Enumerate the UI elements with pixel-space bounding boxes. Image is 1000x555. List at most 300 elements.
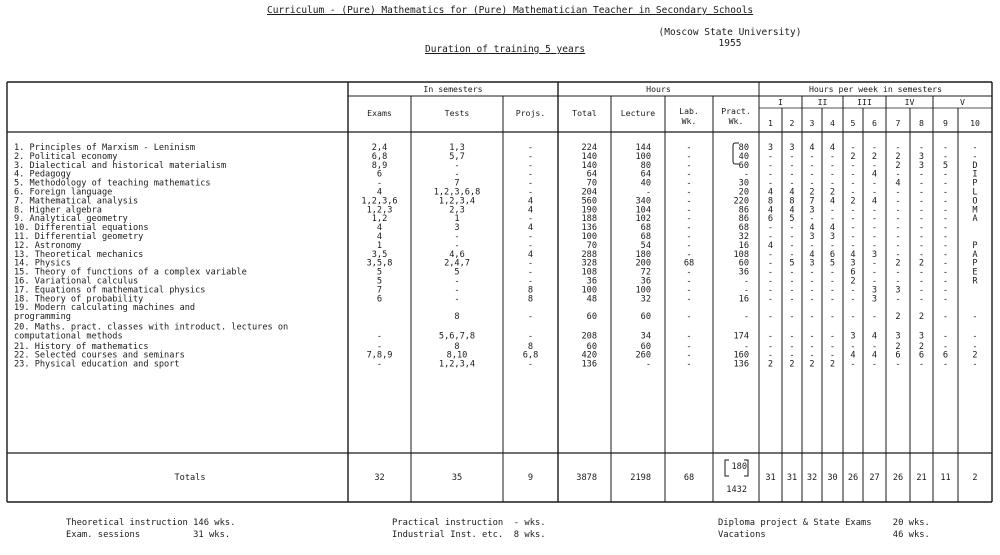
row-lecture: 36	[640, 276, 651, 287]
row-week-s7: 2	[895, 151, 901, 162]
row-week-s1: -	[767, 249, 774, 260]
row-week-s5: 6	[850, 267, 856, 278]
row-week-s10: -	[972, 341, 978, 352]
row-week-s4: 3	[829, 232, 836, 242]
totals-pract-bottom: 1432	[726, 485, 747, 495]
row-projs: -	[527, 276, 534, 287]
row-week-s1: -	[767, 258, 774, 269]
row-tests: 1	[454, 214, 460, 225]
row-week-s1: -	[767, 331, 774, 342]
row-projs: -	[527, 151, 534, 162]
row-projs: 8	[527, 341, 534, 352]
row-tests: 2,4,7	[444, 258, 470, 269]
row-week-s6: -	[871, 160, 878, 171]
row-week-s3: 2	[809, 187, 815, 198]
row-projs: -	[527, 312, 534, 323]
row-week-s8: -	[918, 205, 925, 216]
row-tests: -	[454, 285, 460, 296]
row-week-s8: 2	[918, 258, 925, 269]
row-week-s7: -	[895, 223, 901, 234]
totals-week-s6: 27	[869, 473, 880, 483]
row-week-s5: -	[850, 160, 856, 171]
row-total: 560	[581, 196, 597, 207]
row-exams: 4	[376, 187, 383, 198]
row-week-s3: -	[809, 285, 815, 296]
row-exams: -	[376, 331, 383, 342]
row-week-s2: -	[789, 350, 795, 361]
row-week-s4: -	[829, 240, 836, 251]
row-exams: -	[376, 178, 383, 189]
row-week-s4: -	[829, 160, 836, 171]
row-week-s2: -	[789, 223, 795, 234]
row-week-s7: -	[895, 359, 901, 370]
row-week-s2: 3	[789, 143, 795, 153]
row-week-s6: -	[871, 232, 878, 242]
header-semester-4: 4	[830, 118, 835, 128]
row-week-s8: -	[918, 196, 925, 207]
row-total: 100	[581, 285, 597, 296]
row-pract: 160	[733, 350, 749, 361]
row-week-s9: -	[942, 151, 949, 162]
header-hours-per-week: Hours per week in semesters	[808, 84, 943, 94]
row-week-s2: -	[789, 267, 795, 278]
row-label: 17. Equations of mathematical physics	[14, 285, 206, 296]
header-hours: Hours	[646, 84, 671, 94]
header-lab: Lab.	[679, 106, 699, 116]
row-projs: 4	[527, 196, 534, 207]
row-tests: 5,7	[449, 151, 465, 162]
row-tests: -	[454, 169, 460, 180]
row-week-s5: 4	[850, 249, 856, 260]
row-week-s1: -	[767, 350, 774, 361]
row-exams: 5	[376, 276, 383, 287]
row-week-s2: -	[789, 341, 795, 352]
row-week-s2: -	[789, 285, 795, 296]
row-week-s2: 4	[789, 205, 795, 216]
row-lecture: 68	[640, 232, 651, 242]
row-week-s4: 2	[829, 187, 836, 198]
row-exams: 6	[376, 294, 383, 305]
row-week-s3: -	[809, 312, 815, 323]
row-lecture: 100	[635, 151, 651, 162]
row-week-s9: -	[942, 285, 949, 296]
row-week-s3: 4	[809, 223, 815, 234]
row-label: 4. Pedagogy	[14, 169, 71, 180]
row-week-s7: 3	[895, 331, 901, 342]
row-total: 140	[581, 151, 597, 162]
row-lecture: 104	[635, 205, 651, 216]
row-week-s4: -	[829, 169, 836, 180]
row-week-s8: -	[918, 294, 925, 305]
row-total: 70	[586, 178, 597, 189]
row-total: 60	[586, 341, 597, 352]
row-lecture: 32	[640, 294, 651, 305]
row-exams: 3,5	[371, 249, 388, 260]
row-week-s10: -	[972, 143, 978, 153]
row-exams: -	[376, 359, 383, 370]
row-week-s3: -	[809, 276, 815, 287]
row-week-s8: -	[918, 214, 925, 225]
row-week-s8: -	[918, 276, 925, 287]
row-exams: 7	[376, 285, 383, 296]
row-week-s2: -	[789, 232, 795, 242]
header-semester-9: 9	[943, 118, 948, 128]
row-week-s5: 3	[850, 258, 856, 269]
row-label: 18. Theory of probability	[14, 294, 144, 305]
row-week-s1: -	[767, 312, 774, 323]
row-week-s8: -	[918, 267, 925, 278]
row-total: 60	[586, 312, 597, 323]
row-week-s6: -	[871, 258, 878, 269]
totals-week-s9: 11	[940, 473, 951, 483]
row-week-s1: -	[767, 341, 774, 352]
row-exams: 1,2,3,6	[361, 196, 398, 207]
source-name: (Moscow State University)	[658, 27, 802, 38]
row-week-s10: P	[972, 178, 978, 189]
row-label: 22. Selected courses and seminars	[14, 350, 185, 361]
row-week-s6: 3	[871, 249, 878, 260]
row-label: 5. Methodology of teaching mathematics	[14, 178, 211, 189]
row-week-s2: 4	[789, 187, 795, 198]
row-exams: 4	[376, 223, 383, 234]
row-week-s1: -	[767, 178, 774, 189]
row-tests: 1,2,3,6,8	[433, 187, 481, 198]
row-week-s6: -	[871, 187, 878, 198]
row-week-s9: -	[942, 196, 949, 207]
row-projs: 4	[527, 223, 534, 234]
row-week-s4: -	[829, 294, 836, 305]
row-week-s3: 2	[809, 359, 815, 370]
row-label: 6. Foreign language	[14, 187, 113, 198]
row-week-s7: 2	[895, 160, 901, 171]
row-week-s3: -	[809, 178, 815, 189]
row-week-s9: -	[942, 143, 949, 153]
totals-pract-top: 180	[731, 462, 747, 472]
row-lecture: -	[645, 187, 651, 198]
header-semester-6: 6	[872, 118, 877, 128]
row-week-s1: 4	[767, 187, 774, 198]
row-week-s2: -	[789, 331, 795, 342]
row-lab: -	[686, 205, 692, 216]
row-week-s9: 6	[942, 350, 949, 361]
row-total: 36	[586, 276, 597, 287]
row-week-s9: -	[942, 249, 949, 260]
row-week-s2: -	[789, 294, 795, 305]
row-week-s3: -	[809, 214, 815, 225]
row-total: 204	[581, 187, 597, 198]
row-lab: -	[686, 285, 692, 296]
row-exams: 6,8	[371, 151, 388, 162]
row-week-s2: -	[789, 240, 795, 251]
row-label: 1. Principles of Marxism - Leninism	[14, 143, 196, 153]
row-label: computational methods	[14, 331, 123, 342]
row-week-s4: 4	[829, 143, 836, 153]
row-week-s10: O	[972, 196, 978, 207]
row-total: 140	[581, 160, 597, 171]
row-week-s9: -	[942, 187, 949, 198]
row-week-s10: -	[972, 331, 978, 342]
row-tests: -	[454, 276, 460, 287]
row-week-s4: -	[829, 151, 836, 162]
row-week-s10: M	[972, 205, 978, 216]
row-tests: -	[454, 240, 460, 251]
row-week-s3: -	[809, 240, 815, 251]
row-week-s2: -	[789, 249, 795, 260]
row-week-s4: -	[829, 350, 836, 361]
totals-week-s4: 30	[827, 473, 838, 483]
row-week-s4: 6	[829, 249, 836, 260]
row-week-s10: A	[972, 214, 978, 225]
row-lab: -	[686, 178, 692, 189]
row-week-s8: -	[918, 223, 925, 234]
row-label: 21. History of mathematics	[14, 341, 149, 352]
row-week-s7: -	[895, 232, 901, 242]
row-total: 108	[581, 267, 597, 278]
header-in-semesters: In semesters	[423, 84, 483, 94]
row-week-s6: -	[871, 312, 878, 323]
row-week-s7: 2	[895, 341, 901, 352]
row-week-s9: -	[942, 312, 949, 323]
row-week-s1: 6	[767, 214, 774, 225]
row-label: 8. Higher algebra	[14, 205, 102, 216]
row-lecture: 40	[640, 178, 651, 189]
row-week-s2: -	[789, 151, 795, 162]
row-pract: 16	[738, 240, 749, 251]
row-week-s3: 4	[809, 143, 815, 153]
header-semester-10: 10	[970, 118, 980, 128]
row-total: 188	[581, 214, 597, 225]
row-week-s1: -	[767, 232, 774, 242]
row-label: 20. Maths. pract. classes with introduct. lectures on	[14, 322, 289, 333]
row-week-s7: -	[895, 240, 901, 251]
row-total: 136	[581, 223, 597, 234]
row-lecture: -	[645, 359, 651, 370]
row-exams: 2,4	[371, 143, 388, 153]
row-week-s9: -	[942, 178, 949, 189]
header-year-4: IV	[904, 97, 915, 107]
row-week-s5: 2	[850, 151, 856, 162]
row-tests: 7	[454, 178, 460, 189]
row-week-s1: -	[767, 276, 774, 287]
row-week-s9: -	[942, 169, 949, 180]
row-week-s4: -	[829, 205, 836, 216]
row-label: 19. Modern calculating machines and	[14, 303, 196, 314]
totals-total: 3878	[576, 473, 597, 483]
row-pract: 174	[733, 331, 749, 342]
row-week-s4: -	[829, 214, 836, 225]
row-lab: -	[686, 249, 692, 260]
row-week-s7: -	[895, 205, 901, 216]
row-week-s1: 4	[767, 205, 774, 216]
row-lecture: 260	[635, 350, 651, 361]
row-tests: 1,2,3,4	[438, 359, 476, 370]
row-label: 10. Differential equations	[14, 223, 149, 234]
totals-week-s8: 21	[916, 473, 927, 483]
row-total: 136	[581, 359, 597, 370]
row-week-s6: -	[871, 267, 878, 278]
row-week-s5: -	[850, 285, 856, 296]
row-week-s5: -	[850, 240, 856, 251]
row-tests: 3	[454, 223, 460, 234]
row-tests: 5	[454, 267, 460, 278]
row-week-s3: -	[809, 350, 815, 361]
row-pract: -	[743, 276, 749, 287]
row-lecture: 60	[640, 341, 651, 352]
row-lab: -	[686, 143, 692, 153]
training-duration: Duration of training 5 years	[425, 44, 586, 55]
row-label: 7. Mathematical analysis	[14, 196, 139, 207]
row-week-s8: 2	[918, 312, 925, 323]
header-exams: Exams	[367, 108, 392, 118]
row-week-s8: -	[918, 178, 925, 189]
row-week-s9: 5	[942, 160, 949, 171]
row-week-s6: -	[871, 276, 878, 287]
row-tests: -	[454, 160, 460, 171]
row-lab: -	[686, 232, 692, 242]
row-projs: -	[527, 232, 534, 242]
row-week-s8: -	[918, 240, 925, 251]
row-week-s8: -	[918, 359, 925, 370]
footer-industrial: Industrial Inst. etc. 8 wks.	[392, 530, 546, 540]
row-total: 208	[581, 331, 597, 342]
row-week-s10: L	[972, 187, 978, 198]
row-lecture: 68	[640, 223, 651, 234]
row-week-s8: 3	[918, 160, 925, 171]
row-week-s4: -	[829, 312, 836, 323]
row-week-s1: 8	[767, 196, 774, 207]
totals-projs: 9	[527, 473, 534, 483]
header-total: Total	[572, 108, 597, 118]
row-pract: 86	[738, 214, 749, 225]
header-year-5: V	[960, 97, 965, 107]
row-week-s4: -	[829, 285, 836, 296]
row-lecture: 72	[640, 267, 651, 278]
row-pract: 60	[738, 160, 749, 171]
row-week-s5: -	[850, 359, 856, 370]
row-week-s5: -	[850, 232, 856, 242]
row-week-s5: -	[850, 223, 856, 234]
row-label: 16. Variational calculus	[14, 276, 139, 287]
row-week-s9: -	[942, 258, 949, 269]
source-year: 1955	[718, 38, 742, 49]
row-total: 70	[586, 240, 597, 251]
row-week-s5: -	[850, 205, 856, 216]
row-lab: -	[686, 350, 692, 361]
row-week-s9: -	[942, 232, 949, 242]
row-week-s6: 3	[871, 294, 878, 305]
row-exams: 7,8,9	[366, 350, 393, 361]
row-week-s3: -	[809, 267, 815, 278]
row-week-s3: -	[809, 294, 815, 305]
header-year-3: III	[857, 97, 872, 107]
row-week-s3: 4	[809, 249, 815, 260]
row-week-s4: -	[829, 276, 836, 287]
row-lecture: 54	[640, 240, 651, 251]
row-week-s5: -	[850, 341, 856, 352]
header-year-2: II	[817, 97, 828, 107]
row-lecture: 102	[635, 214, 651, 225]
row-lab: -	[686, 331, 692, 342]
row-pract: 68	[738, 223, 749, 234]
row-week-s9: -	[942, 205, 949, 216]
row-pract: -	[743, 169, 749, 180]
row-week-s2: 5	[789, 258, 795, 269]
row-total: 48	[586, 294, 597, 305]
row-week-s3: 3	[809, 205, 815, 216]
row-week-s2: -	[789, 160, 795, 171]
row-week-s8: -	[918, 249, 925, 260]
row-week-s1: 4	[767, 240, 774, 251]
row-week-s10: R	[972, 276, 978, 287]
row-week-s5: 4	[850, 350, 856, 361]
row-exams: 8,9	[371, 160, 388, 171]
row-week-s3: -	[809, 160, 815, 171]
row-lab: -	[686, 223, 692, 234]
row-tests: 8,10	[446, 350, 468, 361]
header-lecture: Lecture	[620, 108, 656, 118]
header-tests: Tests	[444, 108, 470, 118]
row-lab: -	[686, 196, 692, 207]
row-lecture: 60	[640, 312, 651, 323]
row-exams: 1,2,3	[366, 205, 393, 216]
row-week-s5: -	[850, 294, 856, 305]
row-label: 11. Differential geometry	[14, 232, 144, 242]
row-week-s10: P	[972, 258, 978, 269]
row-pract: -	[743, 312, 749, 323]
row-week-s7: -	[895, 249, 901, 260]
row-label: 3. Dialectical and historical materialism	[14, 160, 227, 171]
totals-week-s7: 26	[892, 473, 904, 483]
totals-lab: 68	[683, 473, 695, 483]
row-lab: -	[686, 359, 692, 370]
row-pract: 136	[733, 359, 749, 370]
row-week-s7: -	[895, 143, 901, 153]
row-week-s2: -	[789, 178, 795, 189]
row-pract: 32	[738, 232, 749, 242]
row-week-s5: 3	[850, 331, 856, 342]
row-week-s8: 6	[918, 350, 925, 361]
row-total: 328	[581, 258, 597, 269]
row-week-s9: -	[942, 223, 949, 234]
row-week-s9: -	[942, 341, 949, 352]
row-week-s7: 2	[895, 258, 901, 269]
row-lecture: 180	[635, 249, 651, 260]
row-week-s10: -	[972, 359, 978, 370]
header-pract-wk: Wk.	[728, 116, 744, 126]
row-week-s2: 8	[789, 196, 795, 207]
row-total: 100	[581, 232, 597, 242]
row-lecture: 200	[635, 258, 651, 269]
row-week-s8: -	[918, 285, 925, 296]
row-exams: 5	[376, 267, 383, 278]
row-week-s3: -	[809, 169, 815, 180]
totals-week-s10: 2	[972, 473, 978, 483]
row-lab: -	[686, 160, 692, 171]
row-week-s1: 3	[767, 143, 774, 153]
row-week-s5: -	[850, 169, 856, 180]
row-week-s10: E	[972, 267, 978, 278]
row-projs: 4	[527, 205, 534, 216]
row-week-s6: 4	[871, 169, 878, 180]
row-week-s6: -	[871, 223, 878, 234]
row-lecture: 80	[640, 160, 651, 171]
row-week-s9: -	[942, 214, 949, 225]
row-tests: 1,2,3,4	[438, 196, 476, 207]
row-projs: -	[527, 359, 534, 370]
row-tests: 1,3	[449, 143, 465, 153]
row-week-s5: -	[850, 312, 856, 323]
row-week-s6: -	[871, 341, 878, 352]
